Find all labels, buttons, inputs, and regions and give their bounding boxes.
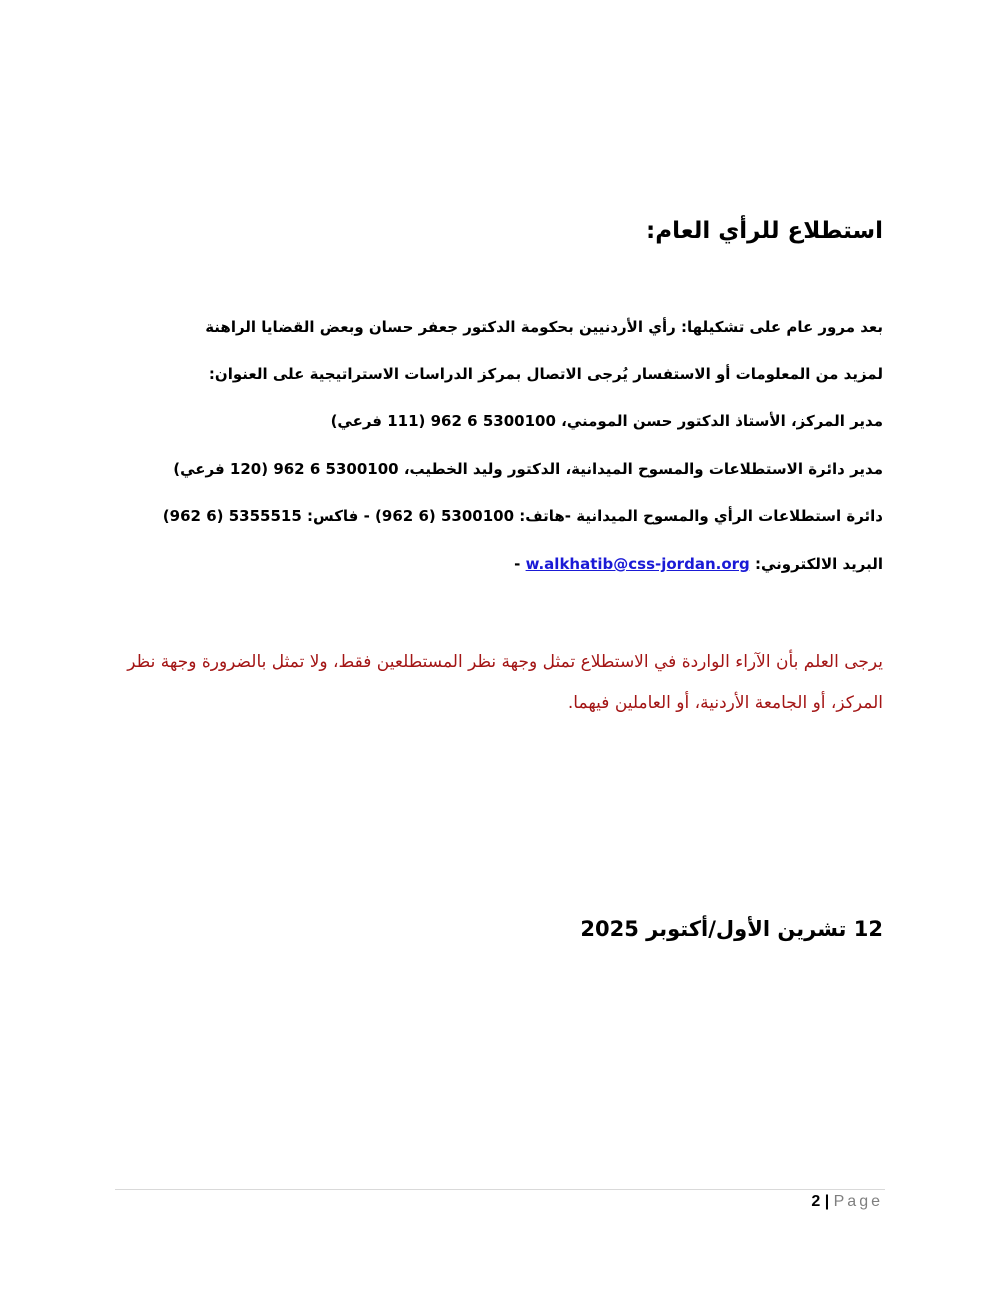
email-suffix: -: [514, 555, 521, 573]
department-phone-fax: دائرة استطلاعات الرأي والمسوح الميدانية -هاتف: 5300100 (6 962) - فاكس: 5355515 (6 962): [162, 507, 883, 525]
page-footer: [811, 1193, 883, 1211]
page-title: استطلاع للرأي العام:: [646, 218, 883, 244]
page-word: Page: [833, 1193, 883, 1210]
disclaimer-line-1: يرجى العلم بأن الآراء الواردة في الاستطلاع تمثل وجهة نظر المستطلعين فقط، ولا تمثل بالضرورة وجهة نظر: [127, 652, 883, 672]
footer-separator: |: [824, 1193, 830, 1210]
contact-intro: لمزيد من المعلومات أو الاستفسار يُرجى الاتصال بمركز الدراسات الاستراتيجية على العنوان:: [208, 365, 883, 383]
disclaimer-line-2: المركز، أو الجامعة الأردنية، أو العاملين فيهما.: [567, 693, 883, 713]
email-label: البريد الالكتروني:: [755, 555, 883, 573]
department-director-contact: مدير دائرة الاستطلاعات والمسوح الميدانية، الدكتور وليد الخطيب، 5300100 6 962 (120 فرعي): [173, 460, 883, 478]
report-date: 12 تشرين الأول/أكتوبر 2025: [580, 917, 883, 941]
email-link[interactable]: w.alkhatib@css-jordan.org: [525, 555, 750, 573]
footer-divider: [115, 1189, 885, 1190]
survey-subject: بعد مرور عام على تشكيلها: رأي الأردنيين بحكومة الدكتور جعفر حسان وبعض القضايا الراهنة: [205, 318, 883, 336]
email-line: [514, 555, 883, 573]
page-number: 2: [811, 1193, 821, 1210]
center-director-contact: مدير المركز، الأستاذ الدكتور حسن المومني، 5300100 6 962 (111 فرعي): [330, 412, 883, 430]
